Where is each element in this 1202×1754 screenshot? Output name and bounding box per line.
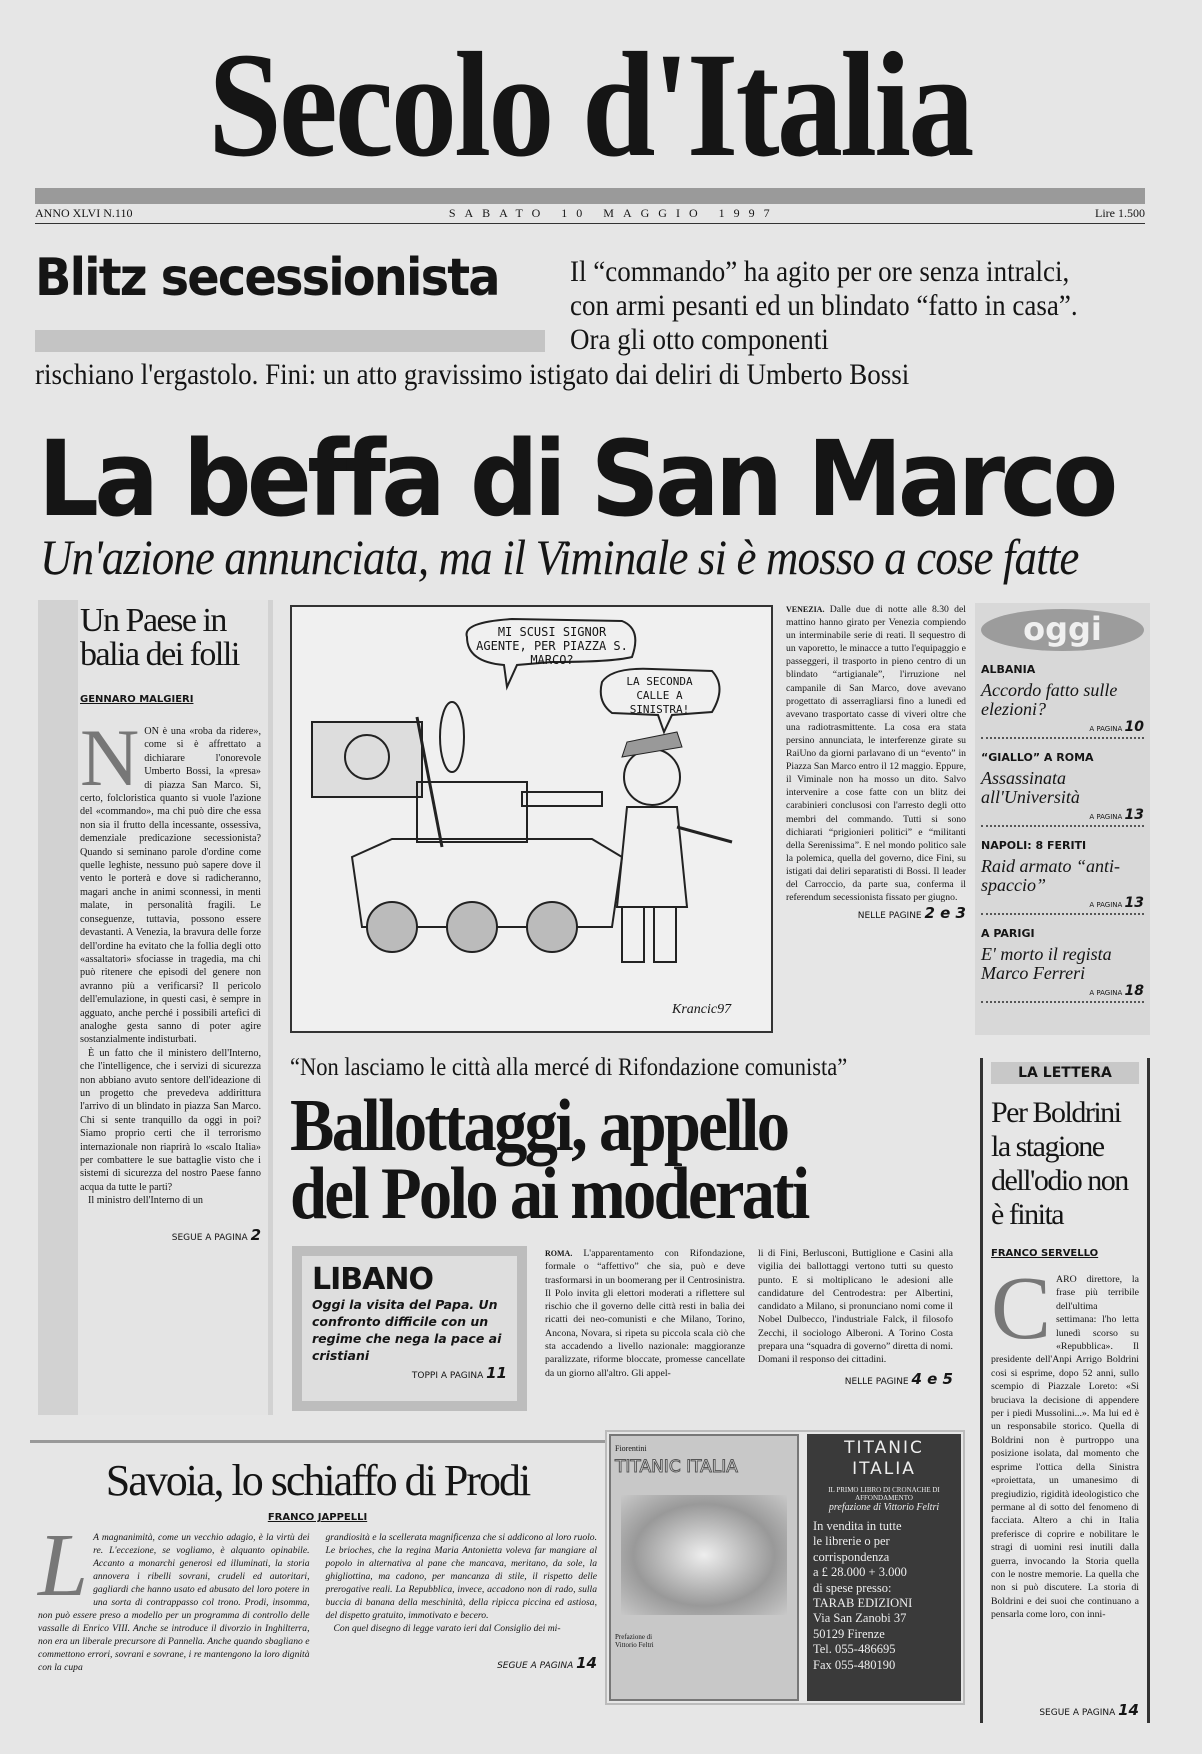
drop-cap: C [991,1259,1052,1358]
venezia-body: Dalle due di notte alle 8.30 del mattino hanno girato per Venezia compiendo un interminabile serie di reati. Il sequestro di un vaporetto, le minacce a tutto l'equipaggio e passeggeri, il trasporto in pieno centro di un blindato “artigianale”, l'irruzione nel campanile di San Marco, dove avevano progettato di asserragliarsi fino a lunedì ed avevano trasportato casse di viveri oltre che una radiotrasmittente. La cosa era stata persino annunciata, le interferenze girate su RaiUno da giorni parlavano di un “evento” in Piazza San Marco entro il 12 maggio. Eppure, il Viminale non ha mosso un dito. Salvo intervenire a cose fatte con un blitz dei carabinieri conclusosi con l'arresto degli otto membri del commando. Tutti si sono dichiarati “prigionieri politici” e “militanti della Serenissima”. E nel mondo politico sale la polemica, quella del governo, dice Fini, su istigati dai deliri separatisti di Bossi. Il leader del Carroccio, da parte sua, conferma il referendum secessionista fissato per giugno. [786,604,966,904]
masthead-info [35,206,1145,224]
lettera-label: LA LETTERA [991,1062,1139,1084]
savoia-author: FRANCO JAPPELLI [267,1512,368,1523]
lead-label: Blitz secessionista [35,248,499,308]
savoia-title: Savoia, lo schiaffo di Prodi [105,1456,530,1505]
ad-text: TITANIC ITALIA IL PRIMO LIBRO DI CRONACHE DI AFFONDAMENTO prefazione di Vittorio Feltri In vendita in tutte le librerie o per corrispondenza a £ 28.000 + 3.000 di spese presso: TARAB EDIZIONI Via San Zanobi 37 50129 Firenze Tel. 055-486695 Fax 055-480190 [807,1434,961,1701]
speech-bubble-1: MI SCUSI SIGNOR AGENTE, PER PIAZZA S. MARCO? [476,625,628,667]
drop-cap: N [80,712,140,803]
drop-cap: L [38,1516,89,1615]
lead-headline: La beffa di San Marco [38,418,1114,540]
libano-title: LIBANO [312,1262,433,1297]
cover-illustration [621,1495,787,1615]
oggi-sidebar [975,603,1150,1035]
issue-number: ANNO XLVI N.110 [35,206,133,220]
second-quote: “Non lasciamo le città alla mercé di Rifondazione comunista” [290,1054,848,1081]
editorial-body-2: È un fatto che il ministero dell'Interno, che l'intelligence, che i servizi di sicurezza non abbiano avuto sentore dell'ideazione di un progetto che prevedeva addirittura l'arrivo di un blindato in piazza San Marco. Chi si sente tranquillo da oggi in poi? Siamo proprio certi che il terrorismo internazionale non riaprirà lo «scalo Italia» per combattere le sue battaglie visto che i sistemi di sicurezza del nostro Paese fanno acqua da tutte le parti? [80,1047,261,1193]
titanic-ad[interactable] [605,1430,965,1705]
venezia-continued[interactable]: NELLE PAGINE 2 e 3 [857,904,966,923]
dateline: VENEZIA. [786,605,825,614]
editorial-title: Un Paese in balia dei folli [80,602,239,673]
oggi-item[interactable]: NAPOLI: 8 FERITI Raid armato “anti-spaccio” A PAGINA 13 [981,839,1144,915]
oggi-item[interactable]: A PARIGI E' morto il regista Marco Ferreri A PAGINA 18 [981,927,1144,1003]
lettera-continued[interactable]: SEGUE A PAGINA 14 [1039,1701,1139,1719]
lettera [980,1058,1150,1723]
lettera-title: Per Boldrini la stagione dell'odio non è finita [991,1096,1128,1231]
editorial-body-3: Il ministro dell'Interno di un [88,1195,204,1207]
editorial-body: ON è una «roba da ridere», come si è affrettato a dichiarare l'onorevole Umberto Bossi, la «presa» di piazza San Marco. Sì, certo, folcloristica quanto si vuole l'azione del «commando», ma chi può dire che essa non sia il frutto della incessante, ossessiva, demenziale predicazione secessionista? Quando si seminano parole d'ordine come quelle leghiste, nessuno può sapere dove il vento le porterà e dove si radicheranno, magari anche in animi sconnessi, in menti malate, in personalità fragili. Le conseguenze, tuttavia, possono essere devastanti. A Venezia, la bravura delle forze dell'ordine ha evitato che la follia degli otto «assaltatori» sfociasse in tragedia, ma chi può ritenere che episodi del genere non avranno più a verificarsi? Il pericolo dell'emulazione, in questi casi, è sempre in agguato, anche perché i possibili artefici di analoghe gesta sanno di poter agire sostanzialmente indisturbati. [80,726,261,1046]
savoia-article: Savoia, lo schiaffo di Prodi FRANCO JAPPELLI L A magnanimità, come un vecchio adagio, è la virtù dei re. L'eccezione, se vogliamo, è alquanto opinabile. Accanto a monarchi generosi ed illuminati, la storia annovera i ribelli sovrani, crudeli ed autoritari, gagliardi che hanno usato ed abusato del loro potere in una sorta di contrappasso col trono. Prodi, insomma, non può essere preso a modello per un programma di controllo delle vassalle di Enrico VIII. Anche se introduce il divorzio in Inghilterra, non era un liberale precursore di Pannella. Anche quando sbagliano e commettono errori, sovrani e sovrane, i re mantengono la loro dignità con la cupa grandiosità e la scellerata magnificenza che si addicono al loro ruolo. Le brioches, che la regina Maria Antonietta voleva far mangiare al popolo in alternativa al pane che mancava, meritano, da sole, la ghigliottina, ma cadono, per mancanza di stile, il rispetto delle prerogative reali. La Repubblica, invece, accadono non di rado, sulla buccia di banana della meschinità, della ripicca piccina ed astiosa, del dispetto gratuito, immotivato e becero. Con quel disegno di legge varato ieri dal Consiglio dei mi- SEGUE A PAGINA 14 [30,1440,605,1730]
speech-bubble-2: LA SECONDA CALLE A SINISTRA! [626,675,693,716]
cartoon [290,605,773,1033]
masthead-bar [35,188,1145,204]
lead-subtitle: Il “commando” ha agito per ore senza intralci, con armi pesanti ed un blindato “fatto in casa”. Ora gli otto componenti [570,255,1078,356]
editorial-continued[interactable]: SEGUE A PAGINA 2 [171,1225,261,1244]
cartoon-drawing [292,607,771,1031]
lead-kicker: Un'azione annunciata, ma il Viminale si è mosso a cose fatte [40,529,1079,585]
editorial [38,600,273,1415]
libano-ref: TOPPI A PAGINA 11 [411,1364,507,1382]
book-cover: Fiorentini TITANIC ITALIA Prefazione di Vittorio Feltri [609,1434,799,1701]
lettera-body: ARO direttore, la frase più terribile dell'ultima settimana: l'ho letta lunedì scorso su «Repubblica». Il presidente dell'Anpi Arrigo Boldrini cosi si esprime, dopo 52 anni, sullo scempio di Piazzale Loreto: «Si bruciava la decisione di appendere per i piedi Mussolini...». Ma lui ed è un responsabile storico. Quella di Boldrini non è purtroppo una posizione isolata, dal momento che esprime l'ottica della Sinistra «proiettata, un umanesimo di pregiudizio, rigidità ideologistico che permane al di sotto del fenomeno di facciata. Altero a chi in Italia preferisce di coprire e nobilitare le stragi di uomini resi inutili dalla guerra, invocando la Storia quella con le nostre memorie. La quella che non si può discutere. La storia di Boldrini e dei suoi che continuano a pensarla come loro, con inni- [991,1274,1139,1621]
editorial-author: GENNARO MALGIERI [80,694,194,705]
libano-text: Oggi la visita del Papa. Un confronto difficile con un regime che nega la pace ai cristiani [312,1297,502,1363]
masthead-title: Secolo d'Italia [208,22,972,188]
libano-box[interactable] [292,1246,527,1411]
cartoon-signature: Krancic97 [672,1002,732,1017]
venezia-article [786,603,966,923]
second-col-2: li di Fini, Berlusconi, Buttiglione e Casini alla vigilia dei ballottaggi vertono tutti su questo punto. E si moltiplicano le adesioni alle candidature del Centrodestra: per Albertini, candidato a Milano, si pronunciano nomi come il Nobel Dulbecco, l'industriale Falck, il filosofo Zecchi, il sociologo Alberoni. A Torino Costa prepara una “squadra di governo” diretta di nomi. Domani il responso dei cittadini. NELLE PAGINE 4 e 5 [758,1248,953,1388]
second-continued[interactable]: NELLE PAGINE 4 e 5 [844,1369,953,1388]
oggi-item[interactable]: “GIALLO” A ROMA Assassinata all'Università A PAGINA 13 [981,751,1144,827]
lead-subtitle-cont: rischiano l'ergastolo. Fini: un atto gravissimo istigato dai deliri di Umberto Bossi [35,358,910,391]
second-col-1: ROMA. L'apparentamento con Rifondazione, formale o “affettivo” che sia, può e deve trasformarsi in un boomerang per il Centrosinistra. Il Polo invita gli elettori moderati a riflettere sul rischio che il governo delle città resti in balìa dei ricatti dei neo-comunisti e che Milano, Torino, Ancona, Novara, si ripeta su piccola scala ciò che sta accadendo a livello nazionale: maggioranze paralizzate, riforme bloccate, promesse cancellate da un giorno all'altro. Gli appel- [545,1248,745,1379]
issue-date: SABATO 10 MAGGIO 1997 [448,206,779,220]
oggi-title: oggi [981,609,1144,651]
second-headline: Ballottaggi, appello del Polo ai moderati [290,1085,808,1235]
oggi-item[interactable]: ALBANIA Accordo fatto sulle elezioni? A PAGINA 10 [981,663,1144,739]
lettera-author: FRANCO SERVELLO [991,1248,1099,1259]
savoia-continued[interactable]: SEGUE A PAGINA 14 [497,1654,597,1672]
issue-price: Lire 1.500 [1095,206,1145,220]
lead-label-bar [35,330,545,352]
